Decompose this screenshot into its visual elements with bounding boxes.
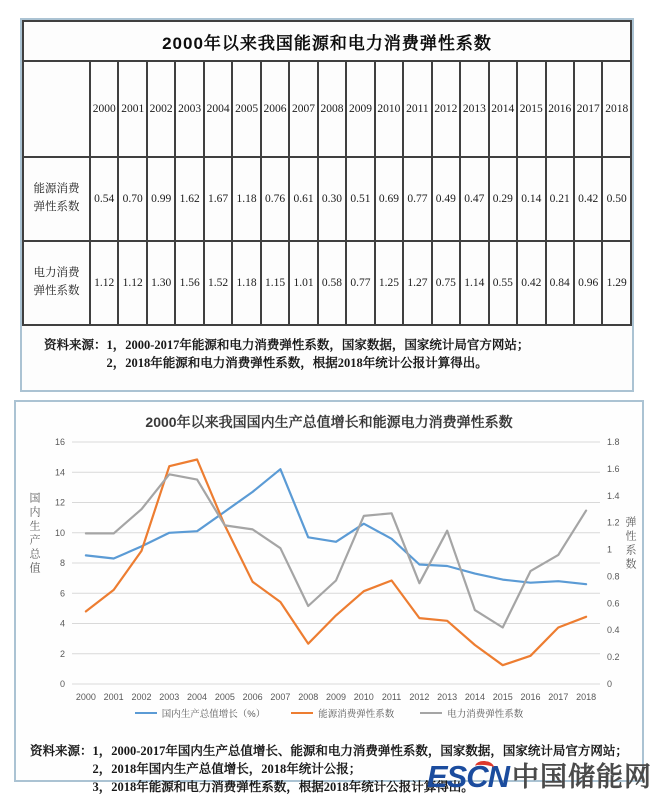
value-cell: 1.52 xyxy=(204,241,232,325)
elasticity-table xyxy=(22,20,632,326)
svg-text:2017: 2017 xyxy=(548,692,569,702)
svg-text:2005: 2005 xyxy=(214,692,235,702)
svg-text:1.8: 1.8 xyxy=(607,437,620,447)
svg-text:1.4: 1.4 xyxy=(607,490,620,501)
source-lines xyxy=(107,336,530,372)
year-header-cell: 2018 xyxy=(602,61,631,157)
value-cell: 1.18 xyxy=(232,241,260,325)
source-prefix: 资料来源： xyxy=(44,338,107,352)
value-cell: 0.77 xyxy=(346,241,374,325)
source-line: 3，2018年能源和电力消费弹性系数，根据2018年统计公报计算得出。 xyxy=(92,780,474,794)
value-cell: 1.01 xyxy=(289,241,317,325)
value-cell: 1.30 xyxy=(147,241,175,325)
svg-text:2018: 2018 xyxy=(576,692,597,702)
legend-line-swatch xyxy=(135,712,157,715)
value-cell: 0.75 xyxy=(432,241,460,325)
table-panel xyxy=(20,18,634,392)
year-header-cell: 2005 xyxy=(232,61,260,157)
svg-text:2008: 2008 xyxy=(298,692,319,702)
value-cell: 0.99 xyxy=(147,157,175,241)
svg-text:1.2: 1.2 xyxy=(607,517,620,528)
svg-text:12: 12 xyxy=(54,497,65,508)
value-cell: 0.70 xyxy=(118,157,146,241)
value-cell: 1.18 xyxy=(232,157,260,241)
legend-item xyxy=(135,706,265,720)
chart-svg xyxy=(16,430,642,706)
value-cell: 1.25 xyxy=(375,241,403,325)
svg-text:2010: 2010 xyxy=(353,692,374,702)
svg-text:2: 2 xyxy=(59,648,65,659)
svg-text:1: 1 xyxy=(607,544,613,555)
value-cell: 0.58 xyxy=(318,241,346,325)
year-header-cell: 2006 xyxy=(261,61,289,157)
value-cell: 0.54 xyxy=(90,157,118,241)
legend-line-swatch xyxy=(291,712,313,715)
chart-title: 2000年以来我国国内生产总值增长和能源电力消费弹性系数 xyxy=(145,414,513,430)
legend-label: 能源消费弹性系数 xyxy=(318,709,395,720)
year-header-cell: 2009 xyxy=(346,61,374,157)
value-cell: 1.15 xyxy=(261,241,289,325)
chart-area xyxy=(16,430,642,706)
svg-text:14: 14 xyxy=(54,467,65,478)
chart-panel xyxy=(14,400,644,794)
year-header-cell: 2017 xyxy=(574,61,602,157)
year-header-cell: 2008 xyxy=(318,61,346,157)
value-cell: 1.56 xyxy=(175,241,203,325)
table-source-note xyxy=(22,326,632,372)
value-cell: 1.12 xyxy=(118,241,146,325)
source-prefix: 资料来源： xyxy=(30,744,93,758)
svg-text:2011: 2011 xyxy=(381,692,402,702)
value-cell: 0.29 xyxy=(489,157,517,241)
value-cell: 0.42 xyxy=(574,157,602,241)
legend-line-swatch xyxy=(420,712,442,715)
legend-label: 电力消费弹性系数 xyxy=(447,709,524,720)
svg-text:2002: 2002 xyxy=(131,692,152,702)
escn-logo-red-arc-icon xyxy=(474,760,494,774)
svg-text:2001: 2001 xyxy=(103,692,124,702)
row-label-cell: 电力消费 弹性系数 xyxy=(23,241,90,325)
chart-legend xyxy=(16,706,642,720)
svg-text:2014: 2014 xyxy=(464,692,485,702)
value-cell: 1.29 xyxy=(602,241,631,325)
value-cell: 0.76 xyxy=(261,157,289,241)
value-cell: 0.61 xyxy=(289,157,317,241)
svg-text:8: 8 xyxy=(59,558,65,568)
year-header-cell: 2011 xyxy=(403,61,431,157)
source-line: 1，2000-2017年国内生产总值增长、能源和电力消费弹性系数，国家数据，国家统计局官方网站； xyxy=(92,744,628,758)
left-axis-label: 国内生产总值 xyxy=(28,492,40,576)
svg-text:1.6: 1.6 xyxy=(607,463,620,474)
escn-logo-text: ESCN xyxy=(426,759,509,794)
row-label-cell: 能源消费 弹性系数 xyxy=(23,157,90,241)
value-cell: 1.12 xyxy=(90,241,118,325)
svg-text:2004: 2004 xyxy=(187,692,208,702)
value-cell: 0.21 xyxy=(546,157,574,241)
value-cell: 0.55 xyxy=(489,241,517,325)
table-title: 2000年以来我国能源和电力消费弹性系数 xyxy=(23,21,631,61)
svg-text:6: 6 xyxy=(59,588,65,599)
year-header-cell: 2001 xyxy=(118,61,146,157)
value-cell: 0.47 xyxy=(460,157,488,241)
year-header-cell: 2015 xyxy=(517,61,545,157)
svg-text:2016: 2016 xyxy=(520,692,541,702)
svg-text:4: 4 xyxy=(59,618,65,629)
value-cell: 1.62 xyxy=(175,157,203,241)
legend-item xyxy=(420,706,523,720)
svg-text:10: 10 xyxy=(54,527,65,538)
value-cell: 0.50 xyxy=(602,157,631,241)
value-cell: 0.14 xyxy=(517,157,545,241)
right-axis-label: 弹性系数 xyxy=(624,516,636,572)
legend-item xyxy=(291,706,394,720)
year-header-cell: 2003 xyxy=(175,61,203,157)
svg-text:0.8: 0.8 xyxy=(607,571,620,582)
year-header-cell: 2000 xyxy=(90,61,118,157)
value-cell: 0.30 xyxy=(318,157,346,241)
svg-text:0: 0 xyxy=(607,679,613,689)
svg-text:0.6: 0.6 xyxy=(607,598,620,609)
value-cell: 0.69 xyxy=(375,157,403,241)
year-header-cell: 2004 xyxy=(204,61,232,157)
legend-label: 国内生产总值增长（%） xyxy=(161,709,266,720)
svg-text:16: 16 xyxy=(54,437,65,447)
value-cell: 0.77 xyxy=(403,157,431,241)
value-cell: 0.51 xyxy=(346,157,374,241)
table-corner-cell xyxy=(23,61,90,157)
year-header-cell: 2010 xyxy=(375,61,403,157)
source-line: 2，2018年能源和电力消费弹性系数，根据2018年统计公报计算得出。 xyxy=(106,356,488,370)
svg-text:0.4: 0.4 xyxy=(607,625,620,636)
year-header-cell: 2007 xyxy=(289,61,317,157)
value-cell: 0.84 xyxy=(546,241,574,325)
source-line: 2，2018年国内生产总值增长，2018年统计公报； xyxy=(92,762,362,776)
year-header-cell: 2002 xyxy=(147,61,175,157)
value-cell: 0.49 xyxy=(432,157,460,241)
svg-text:0.2: 0.2 xyxy=(607,652,620,663)
value-cell: 1.67 xyxy=(204,157,232,241)
svg-text:2013: 2013 xyxy=(437,692,458,702)
source-line: 1，2000-2017年能源和电力消费弹性系数，国家数据，国家统计局官方网站； xyxy=(106,338,530,352)
year-header-cell: 2016 xyxy=(546,61,574,157)
year-header-cell: 2013 xyxy=(460,61,488,157)
escn-logo-chinese: 中国储能网 xyxy=(512,762,652,792)
svg-text:0: 0 xyxy=(59,679,65,689)
year-header-cell: 2012 xyxy=(432,61,460,157)
svg-text:2006: 2006 xyxy=(242,692,263,702)
svg-text:2000: 2000 xyxy=(75,692,96,702)
svg-text:2015: 2015 xyxy=(492,692,513,702)
svg-text:2003: 2003 xyxy=(159,692,180,702)
svg-text:2012: 2012 xyxy=(409,692,430,702)
value-cell: 0.42 xyxy=(517,241,545,325)
value-cell: 1.14 xyxy=(460,241,488,325)
value-cell: 0.96 xyxy=(574,241,602,325)
year-header-cell: 2014 xyxy=(489,61,517,157)
escn-logo xyxy=(427,760,652,794)
escn-logo-latin xyxy=(427,760,512,794)
svg-text:2009: 2009 xyxy=(325,692,347,702)
value-cell: 1.27 xyxy=(403,241,431,325)
svg-text:2007: 2007 xyxy=(270,692,291,702)
